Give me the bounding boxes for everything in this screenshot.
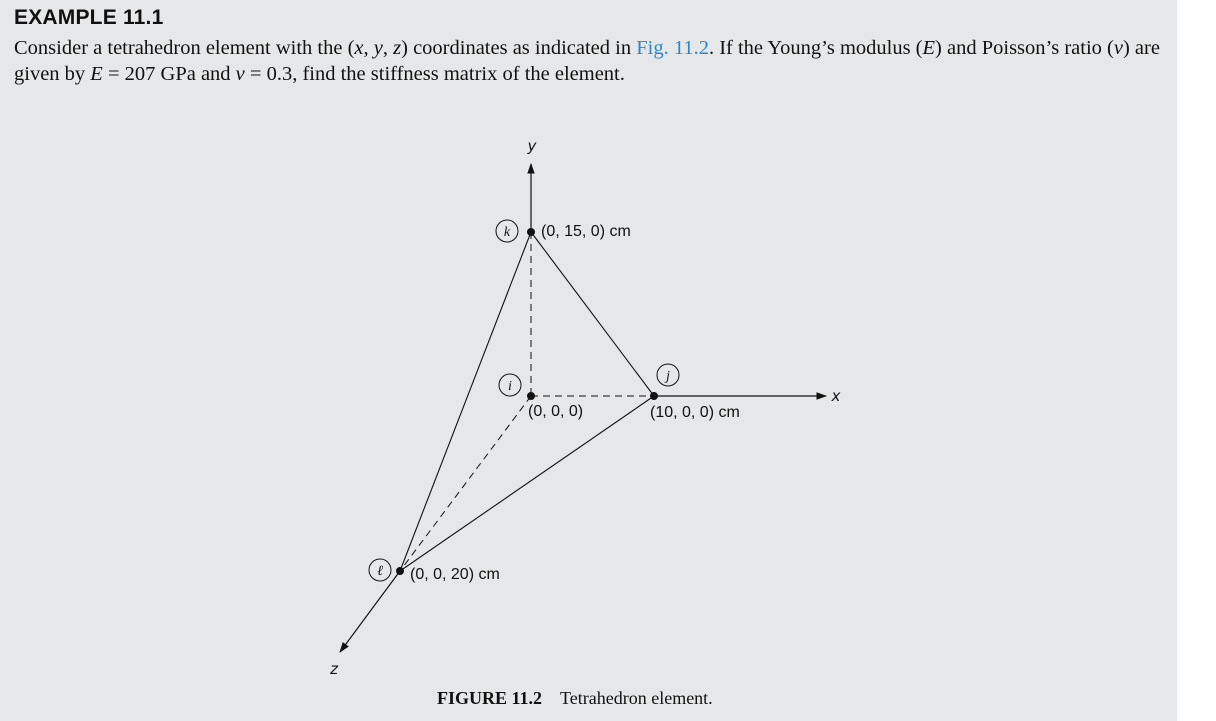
problem-text: ) coordinates as indicated in bbox=[401, 37, 637, 59]
edge-j-l bbox=[400, 396, 654, 571]
node-i-point bbox=[527, 392, 535, 400]
var-x: x bbox=[354, 37, 364, 59]
node-i-coord: (0, 0, 0) bbox=[528, 403, 584, 420]
x-axis-label: x bbox=[831, 387, 841, 405]
node-j-coord: (10, 0, 0) cm bbox=[650, 404, 740, 421]
node-k-letter: k bbox=[503, 225, 511, 240]
node-l-point bbox=[396, 567, 404, 575]
node-j-letter: j bbox=[666, 369, 670, 384]
problem-text: Consider a tetrahedron element with the ( bbox=[14, 37, 355, 59]
problem-text: , bbox=[382, 37, 394, 59]
node-j-point bbox=[650, 392, 658, 400]
var-v: v bbox=[1113, 37, 1123, 59]
node-k-coord: (0, 15, 0) cm bbox=[541, 223, 631, 240]
node-i-letter: i bbox=[508, 379, 512, 394]
node-k-point bbox=[527, 228, 535, 236]
figure-number: FIGURE 11.2 bbox=[437, 688, 543, 708]
edge-i-l bbox=[400, 396, 531, 571]
y-axis-label: y bbox=[527, 137, 537, 155]
node-l-letter: ℓ bbox=[377, 564, 383, 579]
figure-link[interactable]: Fig. 11.2 bbox=[636, 37, 709, 59]
edge-k-l bbox=[400, 232, 531, 571]
var-v: v bbox=[235, 63, 245, 85]
var-E: E bbox=[90, 63, 103, 85]
problem-text: . If the Young’s modulus ( bbox=[708, 37, 923, 59]
z-axis bbox=[340, 571, 400, 652]
figure-caption bbox=[437, 688, 713, 709]
figure-caption-text: Tetrahedron element. bbox=[560, 688, 713, 708]
problem-text: , bbox=[363, 37, 374, 59]
problem-text: = 0.3, find the stiffness matrix of the element. bbox=[244, 63, 625, 85]
var-y: y bbox=[373, 37, 383, 59]
var-E: E bbox=[922, 37, 936, 59]
example-title: EXAMPLE 11.1 bbox=[14, 6, 164, 29]
edge-k-j bbox=[531, 232, 654, 396]
z-axis-label: z bbox=[330, 660, 338, 678]
problem-text: = 207 GPa and bbox=[102, 63, 236, 85]
node-l-coord: (0, 0, 20) cm bbox=[410, 566, 500, 583]
var-z: z bbox=[393, 37, 402, 59]
problem-text: ) are given by bbox=[14, 37, 1160, 85]
problem-text: ) and Poisson’s ratio ( bbox=[935, 37, 1114, 59]
